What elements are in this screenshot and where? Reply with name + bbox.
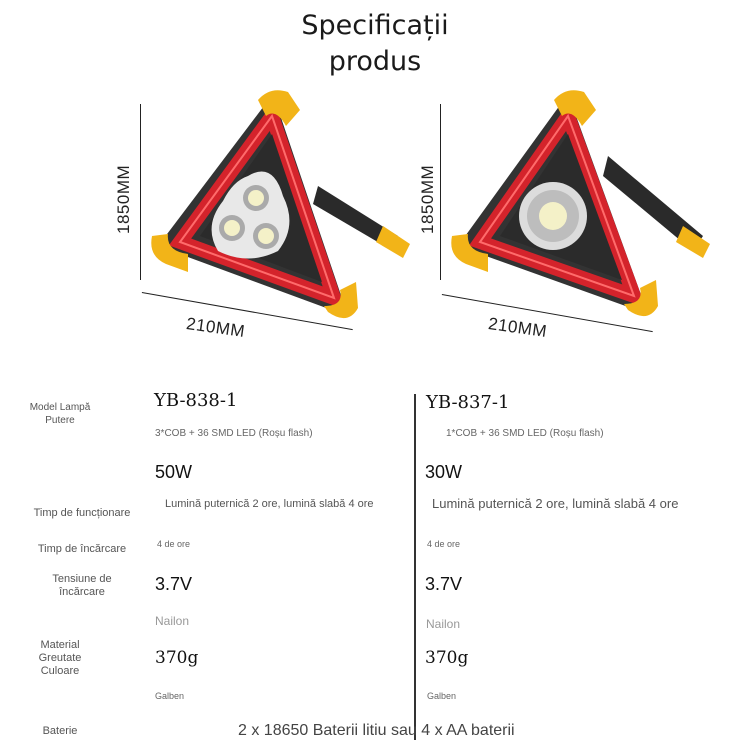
label-battery: Baterie bbox=[42, 725, 78, 737]
height-dim-line-1 bbox=[140, 104, 141, 280]
product-2-weight: 370g bbox=[425, 648, 469, 668]
width-label-2: 210MM bbox=[487, 313, 549, 342]
label-charging-time: Timp de încărcare bbox=[37, 543, 127, 555]
height-label-1: 1850MM bbox=[114, 164, 133, 234]
product-2-power: 30W bbox=[425, 462, 463, 482]
title-line-1: Specificații bbox=[301, 10, 449, 41]
width-label-1: 210MM bbox=[185, 313, 247, 342]
product-1-voltage: 3.7V bbox=[155, 574, 193, 594]
product-2-charging-time: 4 de ore bbox=[427, 539, 461, 549]
label-weight: Greutate bbox=[38, 652, 82, 664]
height-dim-line-2 bbox=[440, 104, 441, 280]
product-1-model: YB-838-1 bbox=[154, 390, 238, 411]
product-1-charging-time: 4 de ore bbox=[157, 539, 191, 549]
product-2-color: Galben bbox=[427, 691, 457, 701]
page-title bbox=[0, 8, 750, 80]
product-1-power: 50W bbox=[155, 462, 193, 482]
product-2-model: YB-837-1 bbox=[426, 392, 510, 413]
lamp-1-image bbox=[148, 86, 418, 336]
product-2-operating-time: Lumină puternică 2 ore, lumină slabă 4 ore bbox=[432, 496, 679, 511]
label-material: Material bbox=[40, 639, 80, 651]
product-2-voltage: 3.7V bbox=[425, 574, 463, 594]
column-divider bbox=[414, 394, 416, 740]
product-1-led: 3*COB + 36 SMD LED (Roșu flash) bbox=[155, 428, 313, 439]
title-line-2: produs bbox=[328, 46, 422, 77]
battery-value: 2 x 18650 Baterii litiu sau 4 x AA baterii bbox=[238, 722, 515, 739]
product-2-material: Nailon bbox=[426, 617, 461, 631]
label-operating-time: Timp de funcționare bbox=[33, 507, 131, 519]
height-label-2: 1850MM bbox=[418, 164, 437, 234]
label-power: Putere bbox=[45, 415, 75, 426]
label-material-weight-color bbox=[0, 639, 120, 678]
product-1-material: Nailon bbox=[155, 614, 190, 628]
product-1-color: Galben bbox=[155, 691, 185, 701]
label-voltage-2: încărcare bbox=[59, 586, 105, 598]
label-model-power bbox=[0, 401, 120, 427]
product-1-weight: 370g bbox=[155, 648, 199, 668]
label-charging-voltage bbox=[22, 573, 142, 599]
lamp-2-image bbox=[448, 86, 718, 336]
label-model: Model Lampă bbox=[29, 402, 91, 413]
product-1-operating-time: Lumină puternică 2 ore, lumină slabă 4 ore bbox=[165, 498, 374, 510]
label-color: Culoare bbox=[40, 665, 80, 677]
product-2-led: 1*COB + 36 SMD LED (Roșu flash) bbox=[446, 428, 604, 439]
label-voltage-1: Tensiune de bbox=[52, 573, 112, 585]
